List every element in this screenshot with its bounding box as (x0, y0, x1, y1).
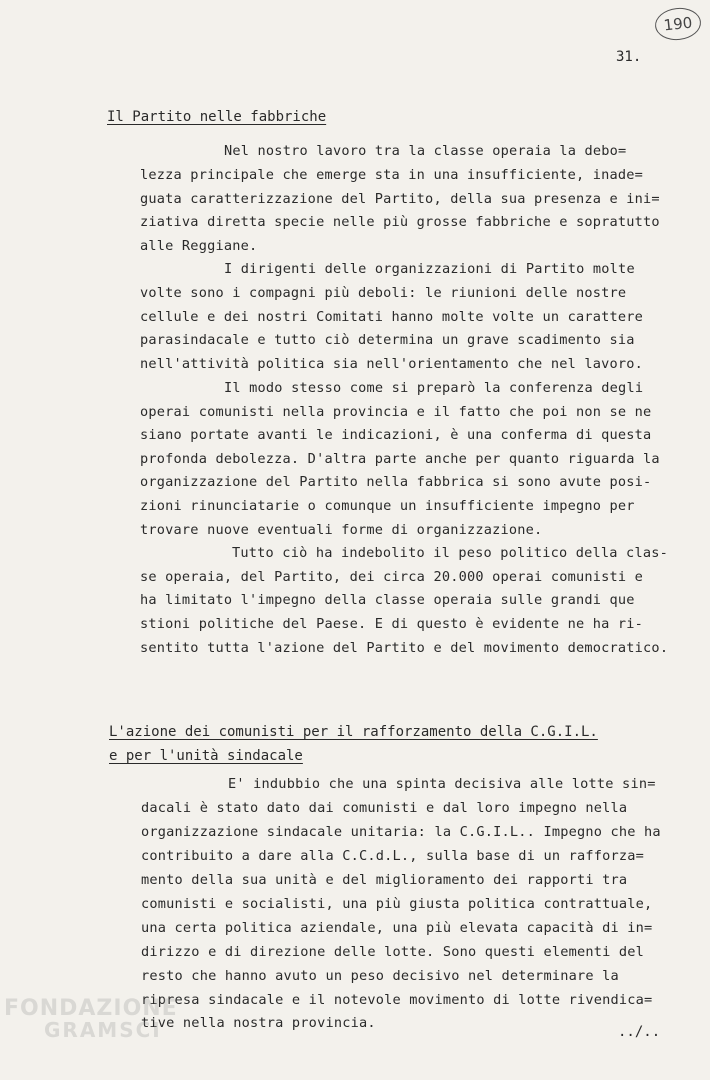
text-line: una certa politica aziendale, una più elevata capacità di in= (141, 920, 653, 936)
section-heading: L'azione dei comunisti per il rafforzamento della C.G.I.L. (109, 724, 598, 740)
text-line: organizzazione sindacale unitaria: la C.G.I.L.. Impegno che ha (141, 824, 661, 840)
text-line: tive nella nostra provincia. (141, 1015, 376, 1031)
watermark-line: GRAMSCI (44, 1018, 162, 1042)
text-line: nell'attività politica sia nell'orientamento che nel lavoro. (140, 356, 644, 372)
text-line: zioni rinunciatarie o comunque un insufficiente impegno per (140, 498, 635, 514)
text-line: contribuito a dare alla C.C.d.L., sulla base di un rafforza= (141, 848, 645, 864)
text-line: E' indubbio che una spinta decisiva alle lotte sin= (228, 776, 656, 792)
text-line: sentito tutta l'azione del Partito e del movimento democratico. (140, 640, 669, 656)
text-line: ha limitato l'impegno della classe operaia sulle grandi que (140, 592, 635, 608)
text-line: Nel nostro lavoro tra la classe operaia la debo= (224, 143, 627, 159)
text-line: mento della sua unità e del miglioramento dei rapporti tra (141, 872, 628, 888)
text-line: guata caratterizzazione del Partito, della sua presenza e ini= (140, 191, 660, 207)
watermark-logo (4, 998, 204, 1040)
text-line: cellule e dei nostri Comitati hanno molte volte un carattere (140, 309, 644, 325)
text-line: Tutto ciò ha indebolito il peso politico della clas- (232, 545, 668, 561)
text-line: organizzazione del Partito nella fabbrica si sono avute posi- (140, 474, 652, 490)
continuation-mark: ../.. (618, 1024, 661, 1040)
text-line: se operaia, del Partito, dei circa 20.000 operai comunisti e (140, 569, 644, 585)
text-line: lezza principale che emerge sta in una insufficiente, inade= (140, 167, 644, 183)
text-line: parasindacale e tutto ciò determina un grave scadimento sia (140, 332, 635, 348)
text-line: siano portate avanti le indicazioni, è una conferma di questa (140, 427, 652, 443)
text-line: comunisti e socialisti, una più giusta politica contrattuale, (141, 896, 653, 912)
text-line: dacali è stato dato dai comunisti e dal loro impegno nella (141, 800, 628, 816)
text-line: dirizzo e di direzione delle lotte. Sono questi elementi del (141, 944, 645, 960)
text-line: alle Reggiane. (140, 238, 258, 254)
text-line: Il modo stesso come si preparò la conferenza degli (224, 380, 644, 396)
text-line: trovare nuove eventuali forme di organizzazione. (140, 522, 543, 538)
text-line: volte sono i compagni più deboli: le riunioni delle nostre (140, 285, 627, 301)
text-line: operai comunisti nella provincia e il fatto che poi non se ne (140, 404, 652, 420)
text-line: I dirigenti delle organizzazioni di Partito molte (224, 261, 635, 277)
watermark-line: FONDAZIONE (4, 996, 178, 1021)
section-heading: Il Partito nelle fabbriche (107, 109, 327, 125)
text-line: ripresa sindacale e il notevole movimento di lotte rivendica= (141, 992, 653, 1008)
page-number: 31. (616, 49, 642, 65)
text-line: resto che hanno avuto un peso decisivo nel determinare la (141, 968, 619, 984)
text-line: stioni politiche del Paese. E di questo è evidente ne ha ri- (140, 616, 644, 632)
section-heading: e per l'unità sindacale (109, 748, 303, 764)
archive-stamp: 190 (653, 6, 702, 43)
text-line: ziativa diretta specie nelle più grosse fabbriche e sopratutto (140, 214, 660, 230)
text-line: profonda debolezza. D'altra parte anche per quanto riguarda la (140, 451, 660, 467)
